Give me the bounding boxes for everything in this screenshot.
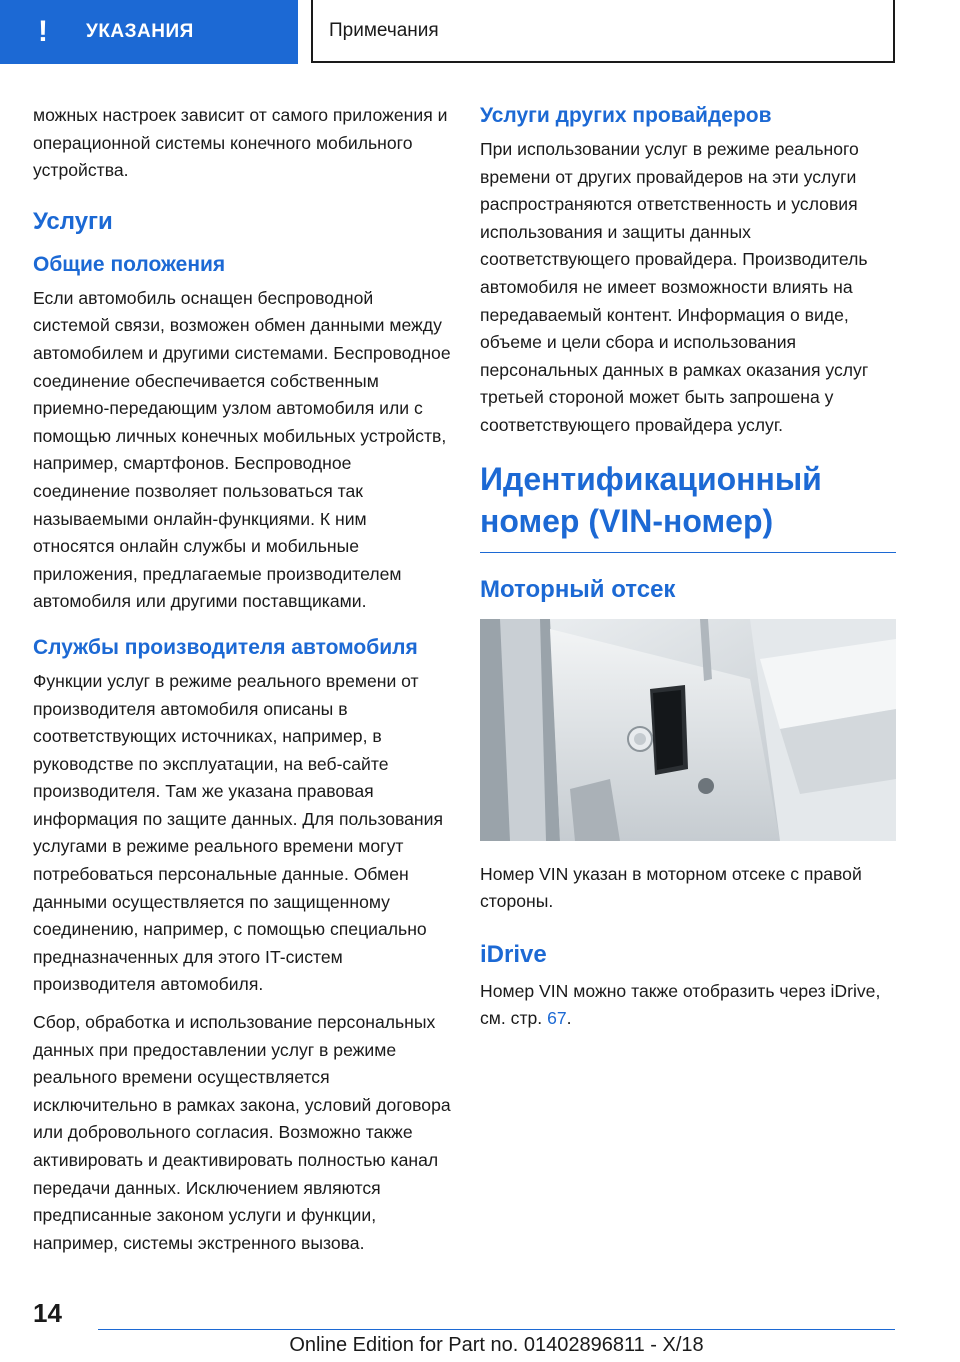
idrive-title: iDrive	[480, 940, 547, 968]
manufacturer-title: Службы производителя автомобиля	[33, 635, 418, 659]
engine-compartment-photo	[480, 619, 896, 841]
other-providers-paragraph: При использовании услуг в режиме реального времени от других провайдеров на эти услуги распространяются ответственность и условия использования и защиты данных соответствующего провайдера. Производитель автомобиля не имеет возможности влиять на передаваемый контент. Информация о виде, объеме и цели сбора и использования персональных данных в рамках оказания услуг третьей стороной может быть запрошена у соответствующего провайдера услуг.	[480, 139, 869, 435]
idrive-text: Номер VIN можно также отобразить через iDrive, см. стр.	[480, 980, 881, 1029]
page-reference-link[interactable]: 67	[547, 1008, 567, 1029]
general-title: Общие положения	[33, 252, 226, 276]
vin-title: Идентификационный номер (VIN-номер)	[480, 458, 896, 553]
engine-compartment-title: Моторный отсек	[480, 575, 676, 603]
footer-edition: Online Edition for Part no. 01402896811 - X/18	[289, 1334, 704, 1356]
footer-divider	[98, 1329, 895, 1330]
idrive-text-end: .	[566, 1008, 572, 1029]
intro-paragraph: можных настроек зависит от самого приложения и операционной системы конечного мобильного устройства.	[33, 105, 448, 181]
header-section-label: Примечания	[329, 19, 439, 41]
general-paragraph: Если автомобиль оснащен беспроводной системой связи, возможен обмен данными между автомобилем и другими системами. Беспроводное соединение обеспечивается собственным приемно-передающим узлом автомобиля или с помощью личных конечных мобильных устройств, например, смартфонов. Беспроводное соединение позволяет пользоваться так называемыми онлайн-функциями. К ним относятся онлайн службы и мобильные приложения, предлагаемые производителем автомобиля или другими поставщиками.	[33, 287, 451, 612]
page-number: 14	[33, 1298, 62, 1328]
right-column	[480, 102, 896, 1043]
header-tab-label: УКАЗАНИЯ	[86, 21, 194, 42]
idrive-paragraph	[480, 978, 896, 1033]
header-section	[311, 0, 895, 63]
header-tab	[0, 0, 298, 64]
manufacturer-paragraph-1: Функции услуг в режиме реального времени от производителя автомобиля описаны в соответствующих источниках, например, в руководстве по эксплуатации, на веб-сайте производителя. Там же указана правовая информация по защите данных. Для пользования услугами в режиме реального времени могут потребоваться персональные данные. Обмен данными осуществляется по защищенному соединению, например, с помощью специально предназначенных для этого IT-систем производителя автомобиля.	[33, 670, 443, 995]
exclamation-icon: !	[38, 15, 48, 48]
engine-compartment-paragraph: Номер VIN указан в моторном отсеке с правой стороны.	[480, 863, 862, 912]
services-title: Услуги	[33, 207, 113, 235]
other-providers-title: Услуги других провайдеров	[480, 104, 772, 127]
manufacturer-paragraph-2: Сбор, обработка и использование персональных данных при предоставлении услуг в режиме реального времени осуществляется исключительно в рамках закона, условий договора или добровольного согласия. Возможно также активировать и деактивировать полностью канал передачи данных. Исключением являются предписанные законом услуги и функции, например, системы экстренного вызова.	[33, 1012, 451, 1253]
left-column	[33, 102, 451, 1267]
